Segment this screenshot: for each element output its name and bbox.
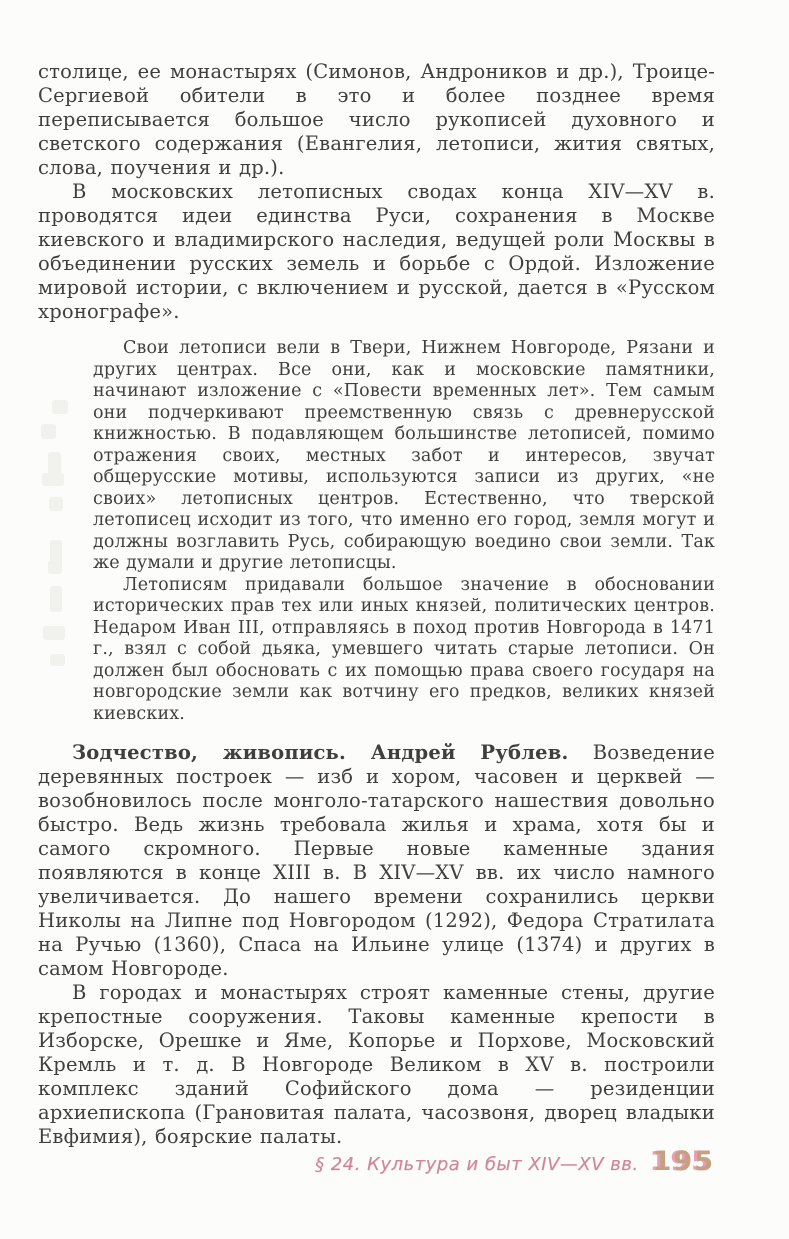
excerpt-paragraph-ivan-iii: Летописям придавали большое значение в обосновании исторических прав тех или иных князей, политических центров. Недаром Иван III, отправляясь в поход против Новгорода в 1471 г., взял с собой дьяка, умевшего читать старые летописи. Он должен был обосновать с их помощью права своего государя на новгородские земли как вотчину его предков, великих князей киевских. [93,574,715,724]
paragraph-moscow-chronicles: В московских летописных сводах конца XIV—XV в. проводятся идеи единства Руси, сохранения в Москве киевского и владимирского наследия, ведущей роли Москвы в объединении русских земель и борьбе с Ордой. Изложение мировой истории, с включением и русской, дается в «Русском хронографе». [38,180,715,323]
excerpt-paragraph-local-chronicles: Свои летописи вели в Твери, Нижнем Новгороде, Рязани и других центрах. Все они, как и московские памятники, начинают изложение с «Повести временных лет». Тем самым они подчеркивают преемственную связь с древнерусской книжностью. В подавляющем большинстве летописей, помимо отражения своих, местных забот и интересов, звучат общерусские мотивы, используются записи из других, «не своих» летописных центров. Естественно, что тверской летописец исходит из того, что именно его город, земля могут и должны возглавить Русь, собирающую воедино свои земли. Так же думали и другие летописцы. [93,338,715,573]
small-print-excerpt [93,338,715,725]
paragraph-architecture-text: Возведение деревянных построек — изб и хором, часовен и церквей — возобновилось после монголо-татарского нашествия довольно быстро. Ведь жизнь требовала жилья и храма, хотя бы и самого скромного. Первые новые каменные здания появляются в конце XIII в. В XIV—XV вв. их число намного увеличивается. До нашего времени сохранились церкви Николы на Липне под Новгородом (1292), Федора Стратилата на Ручью (1360), Спаса на Ильине улице (1374) и других в самом Новгороде. [38,741,715,980]
page-number: 195 [652,1146,715,1177]
paragraph-manuscripts-continuation: столице, ее монастырях (Симонов, Андроников и др.), Троице-Сергиевой обители в это и более позднее время переписывается большое число рукописей духовного и светского содержания (Евангелия, летописи, жития святых, слова, поучения и др.). [38,60,715,179]
paragraph-architecture-painting [38,741,715,981]
page-text-column [38,60,715,1149]
page-footer [315,1146,715,1177]
section-label: § 24. Культура и быт XIV—XV вв. [314,1154,639,1175]
paragraph-lead-heading: Зодчество, живопись. Андрей Рублев. [72,741,569,764]
paragraph-stone-fortresses: В городах и монастырях строят каменные стены, другие крепостные сооружения. Таковы каменные крепости в Изборске, Орешке и Яме, Копорье и Порхове, Московский Кремль и т. д. В Новгороде Великом в XV в. построили комплекс зданий Софийского дома — резиденции архиепископа (Грановитая палата, часозвоня, дворец владыки Евфимия), боярские палаты. [38,981,715,1148]
